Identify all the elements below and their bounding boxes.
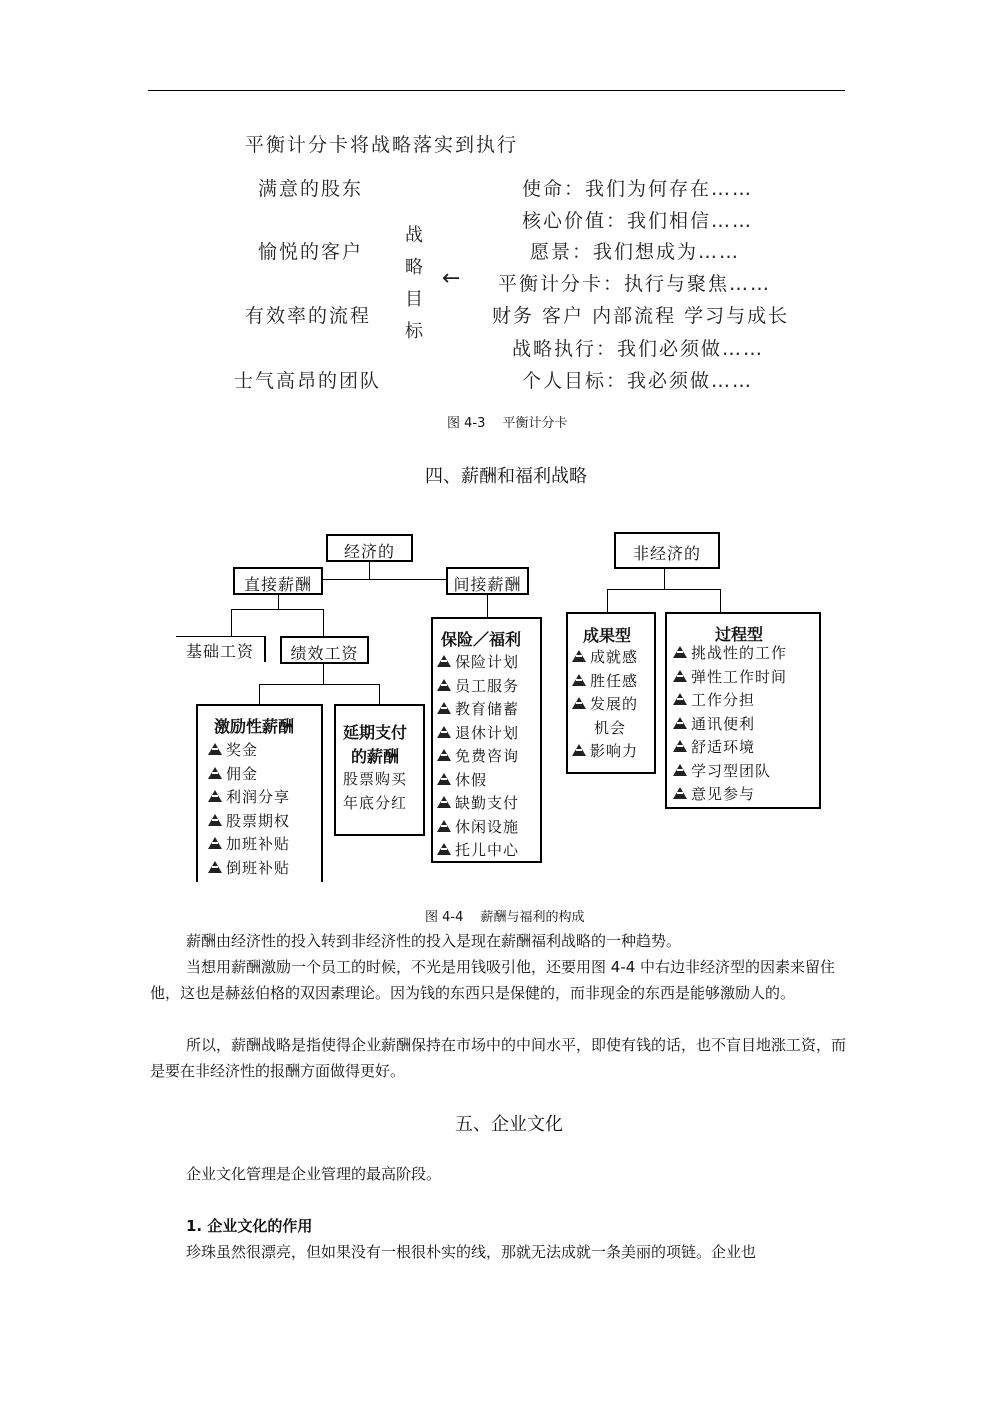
framework-item: 战略执行：我们必须做…… <box>512 338 765 360</box>
paragraph: 当想用薪酬激励一个员工的时候，不光是用钱吸引他，还要用图 4-4 中右边非经济型的因素来留住他，这也是赫兹伯格的双因素理论。因为钱的东西只是保健的，而非现金的东西是能够激励人的。 <box>150 958 836 1002</box>
strategy-goal-char: 标 <box>405 321 423 342</box>
list-item: 股票购买 <box>343 770 408 788</box>
incentive-pay-box: 激励性薪酬 奖金 佣金 利润分享 股票期权 加班补贴 倒班补贴 <box>196 704 323 882</box>
warning-icon <box>437 702 451 714</box>
list-item: 倒班补贴 <box>208 857 290 881</box>
deferred-pay-box: 延期支付 的薪酬 股票购买 年底分红 <box>334 704 425 836</box>
warning-icon <box>208 861 222 873</box>
economic-box: 经济的 <box>326 534 413 562</box>
warning-icon <box>673 717 687 729</box>
warning-icon <box>208 790 222 802</box>
warning-icon <box>208 814 222 826</box>
warning-icon <box>673 764 687 776</box>
framework-item: 平衡计分卡：执行与聚焦…… <box>498 273 772 295</box>
section-heading: 五、企业文化 <box>455 1114 563 1135</box>
connector <box>323 609 324 636</box>
list-item: 发展的 <box>572 693 638 717</box>
list-item: 舒适环境 <box>673 736 787 760</box>
list-item: 弹性工作时间 <box>673 666 787 690</box>
goal-item: 愉悦的客户 <box>258 241 364 263</box>
list-item: 休闲设施 <box>437 816 519 840</box>
framework-item: 个人目标：我必须做…… <box>522 370 754 392</box>
list-item: 加班补贴 <box>208 833 290 857</box>
figure-title: 平衡计分卡将战略落实到执行 <box>245 134 519 156</box>
warning-icon <box>208 837 222 849</box>
direct-pay-box: 直接薪酬 <box>233 567 323 595</box>
warning-icon <box>673 670 687 682</box>
benefits-box: 保险／福利 保险计划 员工服务 教育储蓄 退休计划 免费咨询 休假 缺勤支付 休闲设施 托儿中心 <box>431 617 542 863</box>
warning-icon <box>208 767 222 779</box>
connector <box>320 579 446 580</box>
strategy-goal-char: 略 <box>405 257 423 278</box>
warning-icon <box>208 743 222 755</box>
goal-item: 士气高昂的团队 <box>234 370 382 392</box>
list-item: 佣金 <box>208 763 290 787</box>
list-item: 影响力 <box>572 740 638 764</box>
paragraph: 企业文化管理是企业管理的最高阶段。 <box>186 1165 442 1183</box>
warning-icon <box>572 744 586 756</box>
left-arrow-icon: ← <box>442 266 461 291</box>
warning-icon <box>673 646 687 658</box>
list-item: 年底分红 <box>343 794 408 812</box>
list-item: 休假 <box>437 769 519 793</box>
goal-item: 有效率的流程 <box>245 305 372 327</box>
connector <box>379 684 380 704</box>
connector <box>323 662 324 684</box>
base-pay-box: 基础工资 <box>176 636 266 662</box>
warning-icon <box>673 787 687 799</box>
goal-item: 满意的股东 <box>258 178 364 200</box>
process-type-box: 过程型 挑战性的工作 弹性工作时间 工作分担 通讯便利 舒适环境 学习型团队 意见参与 <box>665 612 821 809</box>
list-item: 工作分担 <box>673 689 787 713</box>
warning-icon <box>437 655 451 667</box>
connector <box>487 594 488 617</box>
list-item: 退休计划 <box>437 722 519 746</box>
figure-caption: 图 4-3 平衡计分卡 <box>447 416 568 431</box>
paragraph: 薪酬由经济性的投入转到非经济性的投入是现在薪酬福利战略的一种趋势。 <box>186 932 682 950</box>
performance-pay-box: 绩效工资 <box>280 636 369 664</box>
connector <box>231 609 232 636</box>
connector <box>278 595 279 609</box>
connector <box>231 609 324 610</box>
list-item: 免费咨询 <box>437 745 519 769</box>
connector <box>259 684 380 685</box>
warning-icon <box>437 843 451 855</box>
indirect-pay-box: 间接薪酬 <box>446 567 529 595</box>
list-item: 缺勤支付 <box>437 792 519 816</box>
list-item: 胜任感 <box>572 670 638 694</box>
list-item: 股票期权 <box>208 810 290 834</box>
header-rule <box>148 90 845 91</box>
warning-icon <box>437 820 451 832</box>
list-item: 员工服务 <box>437 675 519 699</box>
warning-icon <box>673 693 687 705</box>
connector <box>607 589 608 612</box>
warning-icon <box>437 796 451 808</box>
framework-item: 财务 客户 内部流程 学习与成长 <box>492 305 790 327</box>
connector <box>720 589 721 612</box>
warning-icon <box>572 697 586 709</box>
warning-icon <box>437 726 451 738</box>
warning-icon <box>673 740 687 752</box>
warning-icon <box>437 679 451 691</box>
strategy-goal-char: 目 <box>405 289 423 310</box>
list-item: 机会 <box>594 718 627 737</box>
section-heading: 四、薪酬和福利战略 <box>425 466 587 487</box>
result-type-box: 成果型 成就感 胜任感 发展的 机会 影响力 <box>566 612 656 774</box>
framework-item: 使命：我们为何存在…… <box>522 178 754 200</box>
list-item: 挑战性的工作 <box>673 642 787 666</box>
list-item: 学习型团队 <box>673 760 787 784</box>
connector <box>369 560 370 579</box>
framework-item: 核心价值：我们相信…… <box>522 210 754 232</box>
connector <box>607 589 720 590</box>
subsection-heading: 1. 企业文化的作用 <box>186 1217 313 1235</box>
connector <box>259 684 260 704</box>
list-item: 通讯便利 <box>673 713 787 737</box>
non-economic-box: 非经济的 <box>614 532 720 569</box>
paragraph: 所以，薪酬战略是指使得企业薪酬保持在市场中的中间水平，即使有钱的话，也不盲目地涨工资，而是要在非经济性的报酬方面做得更好。 <box>150 1036 847 1080</box>
list-item: 保险计划 <box>437 651 519 675</box>
list-item: 奖金 <box>208 739 290 763</box>
paragraph: 珍珠虽然很漂亮，但如果没有一根很朴实的线，那就无法成就一条美丽的项链。企业也 <box>186 1243 757 1261</box>
warning-icon <box>437 749 451 761</box>
list-item: 成就感 <box>572 646 638 670</box>
connector <box>664 569 665 589</box>
list-item: 托儿中心 <box>437 839 519 863</box>
list-item: 利润分享 <box>208 786 290 810</box>
warning-icon <box>437 773 451 785</box>
list-item: 教育储蓄 <box>437 698 519 722</box>
warning-icon <box>572 650 586 662</box>
strategy-goal-char: 战 <box>405 225 423 246</box>
figure-caption: 图 4-4 薪酬与福利的构成 <box>425 910 585 925</box>
list-item: 意见参与 <box>673 783 787 807</box>
warning-icon <box>572 674 586 686</box>
framework-item: 愿景：我们想成为…… <box>530 241 741 263</box>
